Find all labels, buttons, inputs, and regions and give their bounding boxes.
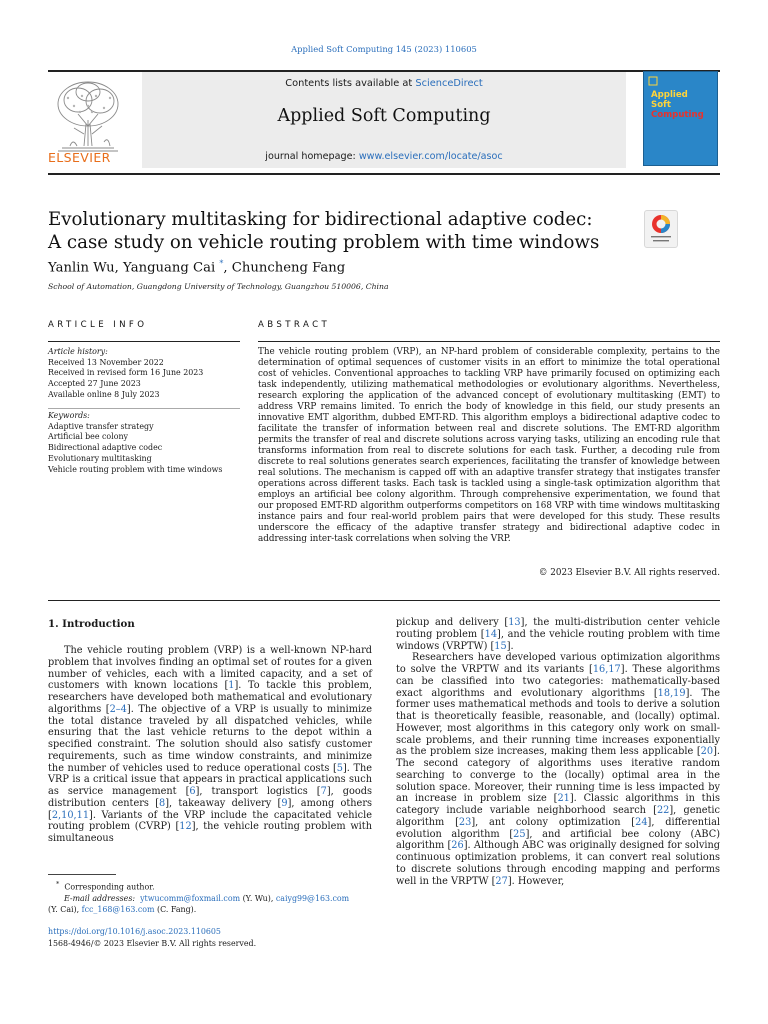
sciencedirect-link[interactable]: ScienceDirect: [415, 78, 483, 89]
citation-link[interactable]: 23: [458, 816, 472, 828]
abstract-rule-bottom: [48, 600, 720, 601]
cover-title: [651, 90, 704, 120]
email-label: E-mail addresses:: [64, 894, 136, 904]
citation-link[interactable]: 13: [508, 617, 521, 628]
keywords-label: Keywords:: [48, 411, 90, 420]
text-run: ], and the vehicle routing problem with time windows (VRPTW) [: [396, 628, 720, 652]
doi-block: [48, 926, 256, 950]
cover-emblem-icon: [648, 76, 658, 86]
text-run: ], and artificial bee colony (ABC) algorithm [: [396, 828, 720, 852]
check-for-updates-badge[interactable]: [644, 210, 678, 248]
text-run: pickup and delivery [: [396, 617, 509, 628]
contents-available-line: [142, 78, 626, 89]
text-run: ], the vehicle routing problem with simultaneous: [48, 821, 372, 844]
text-run: ]. The VRP is a critical issue that appears in practical applications such as service management [: [48, 762, 372, 797]
footnote-corresponding: [48, 879, 372, 893]
abstract-rule: [258, 341, 720, 342]
cover-line-2: Soft: [651, 100, 671, 110]
intro-paragraph-1: [48, 645, 372, 845]
citation-link[interactable]: 14: [484, 628, 498, 640]
section-heading-introduction: 1. Introduction: [48, 618, 135, 630]
citation-link[interactable]: 21: [557, 793, 570, 805]
history-online: Available online 8 July 2023: [48, 389, 160, 399]
keywords-rule: [48, 408, 240, 409]
authors-first: Yanlin Wu, Yanguang Cai: [48, 260, 220, 276]
citation-link[interactable]: 5: [336, 762, 343, 774]
journal-homepage-line: [142, 151, 626, 162]
issn-line: 1568-4946/© 2023 Elsevier B.V. All rights reserved.: [48, 939, 257, 948]
text-run: ], the multi-distribution center vehicle routing problem [: [396, 617, 720, 640]
email-owner: (C. Fang).: [154, 905, 197, 915]
history-accepted: Accepted 27 June 2023: [48, 379, 141, 389]
keyword-item: Bidirectional adaptive codec: [48, 443, 163, 453]
keyword-item: Vehicle routing problem with time windows: [48, 464, 223, 474]
article-info-rule: [48, 341, 240, 342]
citation-link[interactable]: 15: [494, 640, 507, 652]
text-run: ]. The objective of a VRP is usually to minimize the total distance traveled by all dispatched vehicles, while ensuring that the last vehicle returns to the depot within a specified constraint. The solution should also satisfy customer requirements, such as time window constraints, and minimize the number of vehicles used to reduce operational costs [: [48, 703, 372, 774]
citation-link[interactable]: 25: [513, 828, 526, 840]
email-link[interactable]: ytwucomm@foxmail.com: [140, 894, 241, 904]
authors-last: , Chuncheng Fang: [223, 260, 346, 276]
citation-link[interactable]: 6: [189, 786, 196, 797]
text-run: ]. The second category of algorithms uses iterative random searching to converge to the (locally) optimal area in the solution space. Moreover, their running time is less impacted by an increase in problem size [: [396, 746, 720, 805]
citation-link[interactable]: 16,17: [592, 664, 621, 675]
doi-link[interactable]: https://doi.org/10.1016/j.asoc.2023.110605: [48, 927, 221, 936]
history-received: Received 13 November 2022: [48, 357, 164, 367]
footnote-emails-continued: [48, 904, 372, 915]
email-owner: (Y. Cai),: [48, 905, 82, 915]
keyword-item: Adaptive transfer strategy: [48, 421, 154, 431]
citation-link[interactable]: 24: [635, 816, 648, 828]
footnote-emails: [48, 893, 372, 904]
text-run: ]. However,: [507, 875, 565, 887]
intro-paragraph-2: [396, 652, 720, 887]
text-run: ], ant colony optimization [: [471, 816, 636, 828]
citation-link[interactable]: 8: [159, 797, 166, 809]
text-run: ]. Variants of the VRP include the capacitated vehicle routing problem (CVRP) [: [48, 809, 372, 833]
citation-link[interactable]: 20: [700, 746, 714, 758]
running-head[interactable]: Applied Soft Computing 145 (2023) 110605: [291, 44, 477, 54]
citation-link[interactable]: 18,19: [657, 687, 686, 699]
footnotes: [48, 879, 372, 916]
email-owner: (Y. Wu),: [240, 894, 276, 904]
abstract-copyright: © 2023 Elsevier B.V. All rights reserved.: [538, 568, 720, 578]
check-for-updates-icon: [645, 211, 677, 247]
citation-link[interactable]: 22: [656, 805, 670, 816]
body-column-left: [48, 645, 372, 845]
keyword-item: Artificial bee colony: [48, 432, 128, 442]
citation-link[interactable]: 26: [451, 840, 464, 852]
citation-link[interactable]: 9: [281, 797, 288, 809]
text-run: ]. The former uses mathematical methods and tools to derive a solution that is theoretically feasible, reasonable, and (locally) optimal. However, most algorithms in this category only work on small-scale problems, and their running time increases exponentially as the problem size increases, making them less applicable [: [396, 687, 720, 758]
citation-link[interactable]: 1: [228, 680, 235, 692]
body-column-right: [396, 617, 720, 887]
cover-line-1: Applied: [651, 90, 688, 100]
footnote-mark: *: [56, 880, 60, 888]
author-list: [48, 259, 345, 275]
text-run: ]. To tackle this problem, researchers have developed both mathematical and evolutionary algorithms [: [48, 680, 372, 715]
elsevier-wordmark: ELSEVIER: [48, 150, 111, 165]
text-run: ].: [506, 640, 514, 652]
citation-link[interactable]: 2,10,11: [51, 809, 90, 821]
cover-line-3: Computing: [651, 110, 704, 120]
citation-link[interactable]: 27: [495, 875, 508, 887]
text-run: ], goods distribution centers [: [48, 786, 372, 809]
journal-title: Applied Soft Computing: [277, 106, 491, 126]
text-run: Researchers have developed various optimization algorithms to solve the VRPTW and its variants [: [396, 652, 720, 675]
text-run: ]. Classic algorithms in this category include variable neighborhood search [: [396, 793, 720, 816]
email-link[interactable]: caiyg99@163.com: [275, 894, 350, 904]
journal-cover-thumbnail[interactable]: [643, 71, 718, 166]
keyword-item: Evolutionary multitasking: [48, 453, 152, 463]
abstract-body: The vehicle routing problem (VRP), an NP-hard problem of considerable complexity, pertains to the determination of optimal sequences of customer visits in an effort to minimize the total operational cost of vehicles. Conventional approaches to tackling VRP have primarily focused on optimizing each task independently, utilizing mathematical methodologies or evolutionary algorithms. Nevertheless, research exploring the application of the advanced concept of evolutionary multitasking (EMT) to address VRP remains limited. To enrich the body of knowledge in this field, our study presents an innovative EMT algorithm, dubbed EMT-RD. This algorithm employs a bidirectional adaptive codec to facilitate the transfer of information between real and discrete solutions. The EMT-RD algorithm permits the transfer of real and discrete solutions across varying tasks, utilizing an encoding rule that transforms information from real to discrete solutions for each task. Further, a decoding rule from discrete to real solutions generates search experiences, facilitating the transfer of knowledge between real solutions. The mechanism is capped off with an adaptive transfer strategy that instigates transfer operations across different tasks. Each task is tackled using a single-task optimization algorithm that employs an artificial bee colony algorithm. Through comprehensive experimentation, we found that our proposed EMT-RD algorithm outperforms competitors on 168 VRP with time windows multitasking instance pairs and four real-world problem pairs that were developed for this study. These results underscore the efficacy of the adaptive transfer strategy and bidirectional adaptive codec in addressing inter-task correlations when solving the VRP.: [258, 347, 720, 544]
footnote-rule: [48, 874, 116, 875]
intro-paragraph-1-continued: [396, 617, 720, 652]
text-run: ], differential evolution algorithm [: [396, 816, 720, 840]
article-info-heading: ARTICLE INFO: [48, 320, 148, 330]
corresponding-author-mark[interactable]: *: [219, 259, 224, 268]
text-run: ], genetic algorithm [: [396, 805, 721, 828]
text-run: The vehicle routing problem (VRP) is a well-known NP-hard problem that involves finding an optimal set of routes for a given number of vehicles, each with a limited capacity, and a set of customers with known locations [: [48, 645, 372, 692]
text-run: ], takeaway delivery [: [165, 797, 282, 809]
citation-link[interactable]: 7: [320, 786, 327, 797]
email-link[interactable]: fcc_168@163.com: [81, 905, 155, 915]
footnote-corresponding-text: Corresponding author.: [64, 882, 155, 892]
history-label: Article history:: [48, 347, 108, 356]
homepage-prefix: journal homepage:: [265, 151, 359, 162]
history-revised: Received in revised form 16 June 2023: [48, 368, 204, 378]
article-title: Evolutionary multitasking for bidirectional adaptive codec: A case study on vehicle routing problem with time windows: [48, 209, 600, 253]
contents-prefix: Contents lists available at: [285, 78, 416, 89]
citation-link[interactable]: 2–4: [109, 703, 127, 715]
citation-link[interactable]: 12: [179, 821, 192, 833]
text-run: ]. Although ABC was originally designed for solving continuous optimization problems, it can convert real solutions to discrete solutions through encoding mapping and performs well in the VRPTW [: [396, 840, 720, 887]
affiliation: School of Automation, Guangdong University of Technology, Guangzhou 510006, China: [48, 282, 389, 291]
text-run: ], transport logistics [: [195, 786, 321, 797]
text-run: ]. These algorithms can be classified into two categories: mathematically-based exact algorithms and evolutionary algorithms [: [396, 664, 720, 699]
abstract-heading: ABSTRACT: [258, 320, 331, 330]
keywords-list: [48, 411, 240, 475]
article-history: [48, 347, 240, 401]
banner-rule-bottom: [48, 173, 720, 175]
text-run: ], among others [: [48, 797, 372, 821]
journal-homepage-link[interactable]: www.elsevier.com/locate/asoc: [358, 151, 503, 162]
